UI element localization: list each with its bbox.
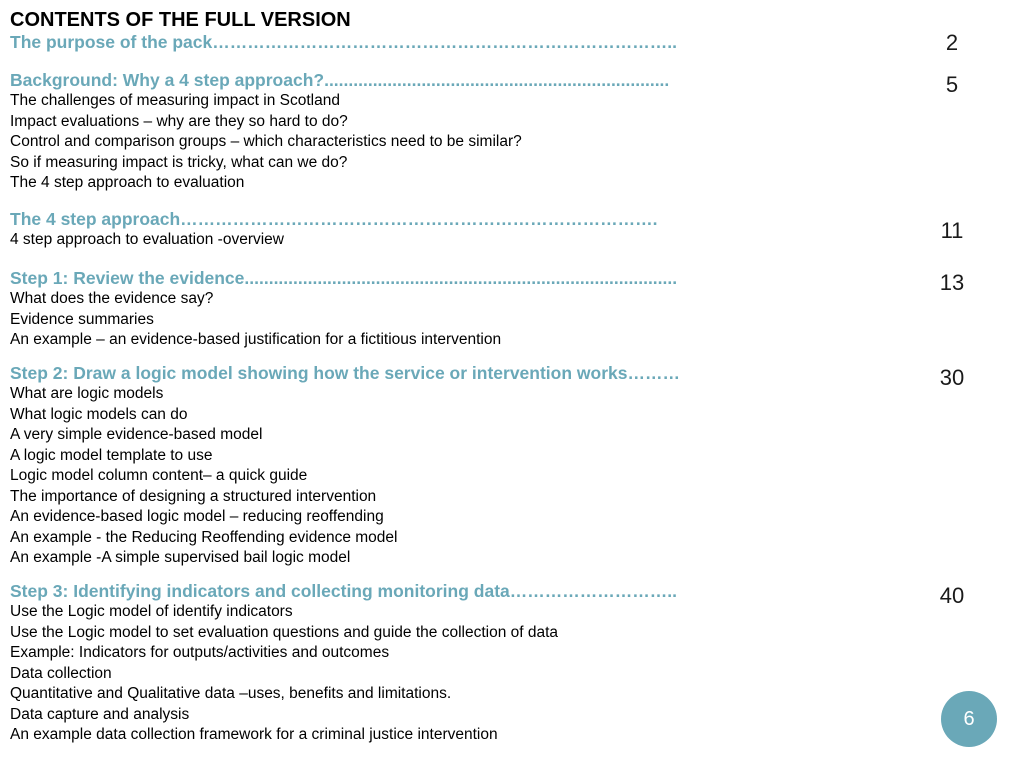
toc-entry[interactable]: Use the Logic model of identify indicators [10, 603, 293, 620]
toc-section-heading[interactable]: Background: Why a 4 step approach?....................................................................... [10, 70, 670, 90]
toc-section [10, 70, 910, 194]
toc-entry[interactable]: Quantitative and Qualitative data –uses, benefits and limitations. [10, 685, 452, 702]
toc-entry[interactable]: Data capture and analysis [10, 705, 190, 723]
toc-entry[interactable]: Impact evaluations – why are they so hard to do? [10, 112, 348, 130]
toc-entry[interactable]: An example -A simple supervised bail logic model [10, 549, 351, 566]
toc-section [10, 32, 910, 53]
toc-entry[interactable]: What logic models can do [10, 405, 188, 423]
toc-entry[interactable]: The 4 step approach to evaluation [10, 174, 245, 191]
toc-page-number: 11 [940, 218, 964, 243]
page-title: CONTENTS OF THE FULL VERSION [10, 9, 351, 31]
toc-entry[interactable]: Use the Logic model to set evaluation questions and guide the collection of data [10, 623, 559, 641]
toc-section-heading[interactable]: Step 3: Identifying indicators and collecting monitoring data……………………….. [10, 581, 677, 601]
toc-entry[interactable]: An example data collection framework for a criminal justice intervention [10, 726, 498, 743]
toc-entry[interactable]: An example - the Reducing Reoffending evidence model [10, 528, 398, 546]
toc-entry[interactable]: An evidence-based logic model – reducing reoffending [10, 508, 384, 525]
toc-page-number: 30 [939, 365, 965, 390]
toc-entry[interactable]: A logic model template to use [10, 446, 213, 464]
toc-entry[interactable]: What does the evidence say? [10, 290, 214, 307]
toc-section [10, 209, 910, 251]
toc-page-number: 5 [945, 72, 959, 97]
toc-section-heading[interactable]: Step 1: Review the evidence......................................................................................... [10, 268, 678, 288]
toc-entry[interactable]: A very simple evidence-based model [10, 426, 263, 443]
toc-entry[interactable]: 4 step approach to evaluation -overview [10, 231, 284, 248]
slide-number-badge: 6 [941, 691, 997, 747]
toc-entry[interactable]: Control and comparison groups – which characteristics need to be similar? [10, 133, 522, 150]
toc-entry[interactable]: What are logic models [10, 385, 164, 402]
toc-entry[interactable]: Evidence summaries [10, 310, 154, 328]
toc-page-number: 2 [945, 30, 959, 55]
toc-entry[interactable]: An example – an evidence-based justification for a fictitious intervention [10, 331, 502, 348]
toc-entry[interactable]: Logic model column content– a quick guide [10, 467, 308, 484]
toc-entry[interactable]: The importance of designing a structured intervention [10, 487, 377, 505]
toc-page-number: 13 [939, 270, 965, 295]
toc-section-heading[interactable]: The 4 step approach………………………………………………………………………. [10, 209, 658, 229]
toc-section [10, 363, 910, 569]
toc-section-heading[interactable]: The purpose of the pack…………………………………………………………………….. [10, 32, 677, 52]
toc-section [10, 268, 910, 351]
toc-page-number: 40 [939, 583, 965, 608]
toc-entry[interactable]: So if measuring impact is tricky, what can we do? [10, 153, 348, 171]
toc-entry[interactable]: Example: Indicators for outputs/activities and outcomes [10, 644, 390, 661]
toc-section [10, 581, 910, 746]
toc-entry[interactable]: The challenges of measuring impact in Scotland [10, 92, 340, 109]
toc-entry[interactable]: Data collection [10, 664, 112, 682]
toc-section-heading[interactable]: Step 2: Draw a logic model showing how the service or intervention works……… [10, 363, 680, 383]
